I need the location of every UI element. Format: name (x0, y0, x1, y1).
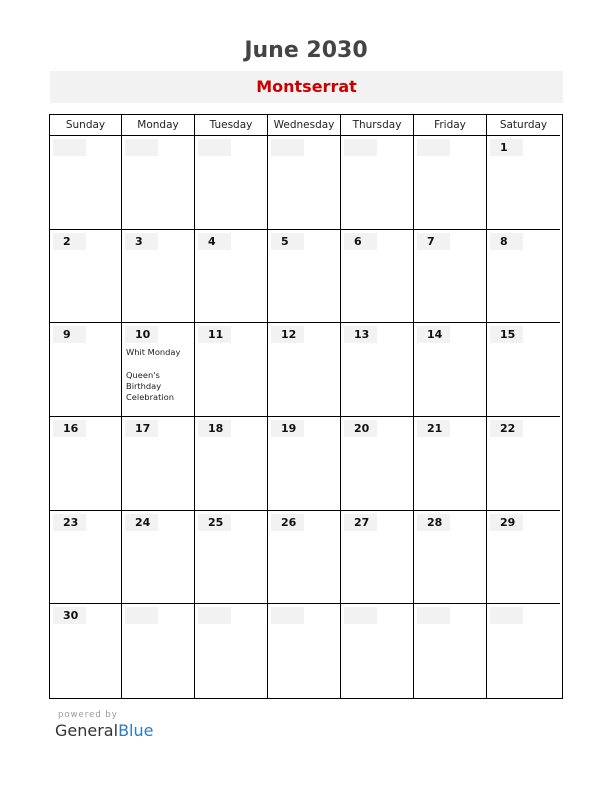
holiday-event: Whit Monday (126, 347, 181, 358)
day-number (344, 607, 377, 624)
day-number (271, 139, 304, 156)
day-number: 5 (271, 233, 304, 250)
day-number: 15 (490, 326, 523, 343)
day-number: 29 (490, 514, 523, 531)
powered-by-label: powered by (58, 710, 118, 720)
brand-general: General (55, 721, 119, 740)
day-cell (487, 417, 560, 511)
day-cell (414, 230, 487, 324)
day-number: 26 (271, 514, 304, 531)
day-cell (487, 511, 560, 605)
day-number: 28 (417, 514, 450, 531)
day-cell (195, 417, 268, 511)
day-number: 11 (198, 326, 231, 343)
day-cell (122, 323, 195, 417)
day-cell (268, 323, 341, 417)
day-cell (122, 417, 195, 511)
day-number: 14 (417, 326, 450, 343)
day-cell (341, 230, 414, 324)
weekday-header: Tuesday (195, 115, 268, 136)
weekday-header: Wednesday (268, 115, 341, 136)
day-cell (341, 323, 414, 417)
day-cell (341, 511, 414, 605)
day-cell (122, 604, 195, 698)
day-cell (341, 136, 414, 230)
day-number (198, 607, 231, 624)
day-number: 19 (271, 420, 304, 437)
day-cell (50, 230, 122, 324)
day-cell (487, 230, 560, 324)
day-cell (268, 604, 341, 698)
holiday-event: Queen's Birthday Celebration (126, 370, 174, 403)
day-number (53, 139, 86, 156)
day-number: 8 (490, 233, 523, 250)
day-cell (487, 323, 560, 417)
country-name: Montserrat (256, 77, 357, 96)
day-cell (414, 511, 487, 605)
day-cell (195, 511, 268, 605)
day-cell (414, 136, 487, 230)
day-number: 27 (344, 514, 377, 531)
weekday-header: Thursday (341, 115, 414, 136)
day-number (344, 139, 377, 156)
day-cell (414, 417, 487, 511)
day-cell (414, 604, 487, 698)
country-banner (50, 71, 563, 103)
day-number: 4 (198, 233, 231, 250)
day-cell (122, 136, 195, 230)
day-cell (268, 417, 341, 511)
day-number: 1 (490, 139, 523, 156)
day-number (490, 607, 523, 624)
weekday-header: Saturday (487, 115, 560, 136)
day-number: 9 (53, 326, 86, 343)
calendar-grid (50, 115, 562, 698)
day-cell (195, 136, 268, 230)
day-cell (50, 417, 122, 511)
day-number: 18 (198, 420, 231, 437)
weekday-header: Monday (122, 115, 195, 136)
day-cell (122, 230, 195, 324)
day-cell (487, 604, 560, 698)
day-cell (122, 511, 195, 605)
day-number (271, 607, 304, 624)
day-number: 7 (417, 233, 450, 250)
day-cell (268, 511, 341, 605)
day-cell (195, 230, 268, 324)
page-title: June 2030 (244, 38, 368, 63)
day-cell (50, 604, 122, 698)
weekday-header: Sunday (50, 115, 122, 136)
day-number: 2 (53, 233, 86, 250)
day-cell (268, 230, 341, 324)
brand-logo (55, 721, 153, 740)
day-number: 30 (53, 607, 86, 624)
day-number: 23 (53, 514, 86, 531)
day-cell (50, 323, 122, 417)
day-number (125, 607, 158, 624)
day-cell (268, 136, 341, 230)
day-number: 22 (490, 420, 523, 437)
day-number (198, 139, 231, 156)
day-cell (195, 323, 268, 417)
day-number (125, 139, 158, 156)
day-cell (341, 604, 414, 698)
day-cell (487, 136, 560, 230)
day-cell (50, 511, 122, 605)
day-number (417, 139, 450, 156)
day-number: 16 (53, 420, 86, 437)
day-number: 10 (125, 326, 158, 343)
brand-blue: Blue (118, 721, 154, 740)
day-cell (195, 604, 268, 698)
day-number: 20 (344, 420, 377, 437)
day-number: 13 (344, 326, 377, 343)
day-number: 6 (344, 233, 377, 250)
day-number: 21 (417, 420, 450, 437)
weekday-header: Friday (414, 115, 487, 136)
day-number (417, 607, 450, 624)
day-number: 12 (271, 326, 304, 343)
day-number: 17 (125, 420, 158, 437)
day-number: 24 (125, 514, 158, 531)
day-cell (341, 417, 414, 511)
calendar (49, 114, 563, 699)
day-cell (50, 136, 122, 230)
day-cell (414, 323, 487, 417)
day-number: 3 (125, 233, 158, 250)
holiday-list (126, 347, 192, 415)
day-number: 25 (198, 514, 231, 531)
